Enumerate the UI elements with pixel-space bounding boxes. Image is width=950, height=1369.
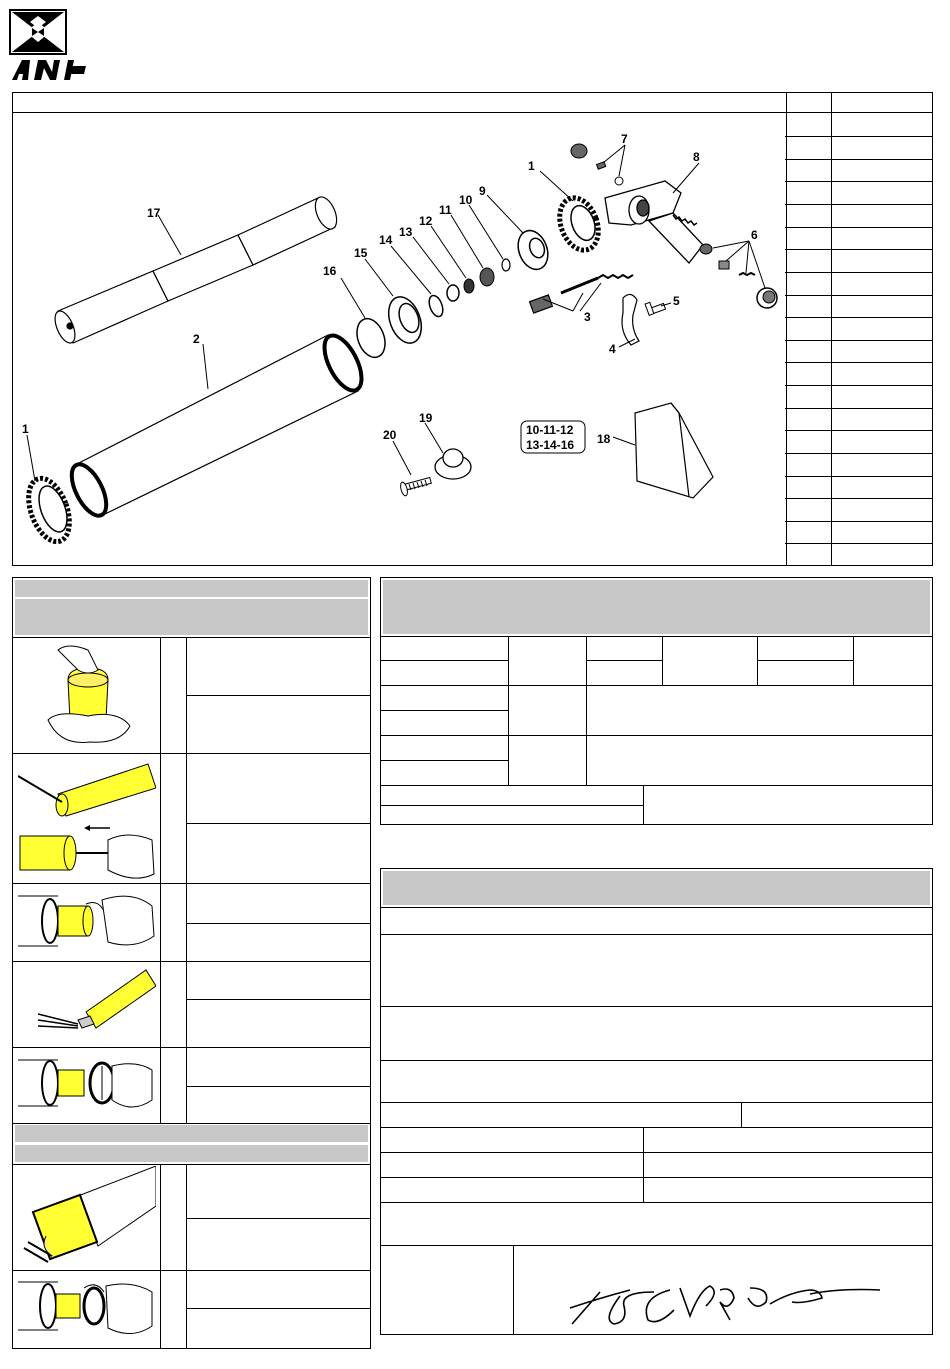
part-5-pin — [645, 302, 665, 315]
signature — [560, 1278, 890, 1328]
part-label-4: 4 — [609, 342, 616, 356]
part-14-ring — [427, 294, 446, 319]
part-label-6: 6 — [751, 228, 758, 242]
part-label-3: 3 — [584, 310, 591, 324]
step-7-illustration — [18, 1272, 156, 1342]
part-label-18: 18 — [597, 432, 611, 446]
part-label-20: 20 — [383, 428, 397, 442]
ani-logo-lettering — [12, 60, 86, 80]
part-label-8: 8 — [693, 150, 700, 164]
part-7-small-parts — [571, 144, 623, 185]
part-label-14: 14 — [379, 233, 393, 247]
part-3-valve-assembly — [530, 275, 633, 313]
step-6-illustration — [18, 1166, 156, 1268]
part-1-nut-left — [21, 473, 77, 547]
part-label-17: 17 — [147, 206, 161, 220]
company-logo — [8, 8, 90, 82]
part-19-cap — [435, 449, 471, 479]
section2-subheader — [15, 1145, 368, 1162]
specifications-header — [383, 580, 930, 634]
instructions-header — [15, 580, 368, 597]
part-1-nut-top — [553, 192, 605, 255]
part-18-bag — [635, 403, 713, 498]
declaration-header — [383, 871, 930, 905]
section2-header — [15, 1125, 368, 1142]
part-2-body-tube — [65, 330, 369, 521]
part-label-16: 16 — [323, 264, 337, 278]
exploded-view-drawing — [13, 113, 784, 565]
kit-label-line2: 13-14-16 — [526, 438, 575, 452]
part-16-o-ring — [352, 315, 390, 361]
part-label-11: 11 — [439, 203, 452, 217]
step-1-illustration — [18, 640, 156, 750]
part-label-15: 15 — [354, 246, 368, 260]
kit-label-line1: 10-11-12 — [526, 423, 574, 437]
declaration-panel — [380, 868, 933, 1335]
part-label-7: 7 — [621, 132, 628, 146]
part-20-screw — [399, 477, 431, 496]
part-label-19: 19 — [419, 411, 433, 425]
part-9-cap — [513, 226, 553, 273]
part-11-fitting — [480, 268, 494, 286]
part-12-nut — [464, 279, 474, 293]
part-8-gun-body — [605, 181, 703, 263]
part-10-small-ring — [502, 259, 510, 271]
part-4-trigger — [622, 294, 639, 345]
step-4-illustration — [18, 962, 156, 1044]
part-6-nozzle-parts — [700, 244, 777, 308]
part-label-12: 12 — [419, 214, 433, 228]
part-label-10: 10 — [459, 193, 473, 207]
part-label-1b: 1 — [22, 422, 29, 436]
part-label-2: 2 — [193, 332, 200, 346]
step-5-illustration — [18, 1048, 156, 1120]
step-2-illustration — [18, 756, 156, 884]
parts-table — [785, 112, 933, 566]
part-15-piston — [383, 292, 428, 347]
part-13-washer — [447, 285, 459, 301]
part-17-piston-tube — [51, 194, 341, 346]
specifications-panel — [380, 577, 933, 825]
part-label-5: 5 — [673, 294, 680, 308]
part-label-13: 13 — [399, 225, 413, 239]
step-3-illustration — [18, 886, 156, 958]
part-label-9: 9 — [479, 184, 486, 198]
instructions-subheader — [15, 599, 368, 635]
part-label-1: 1 — [528, 159, 535, 173]
